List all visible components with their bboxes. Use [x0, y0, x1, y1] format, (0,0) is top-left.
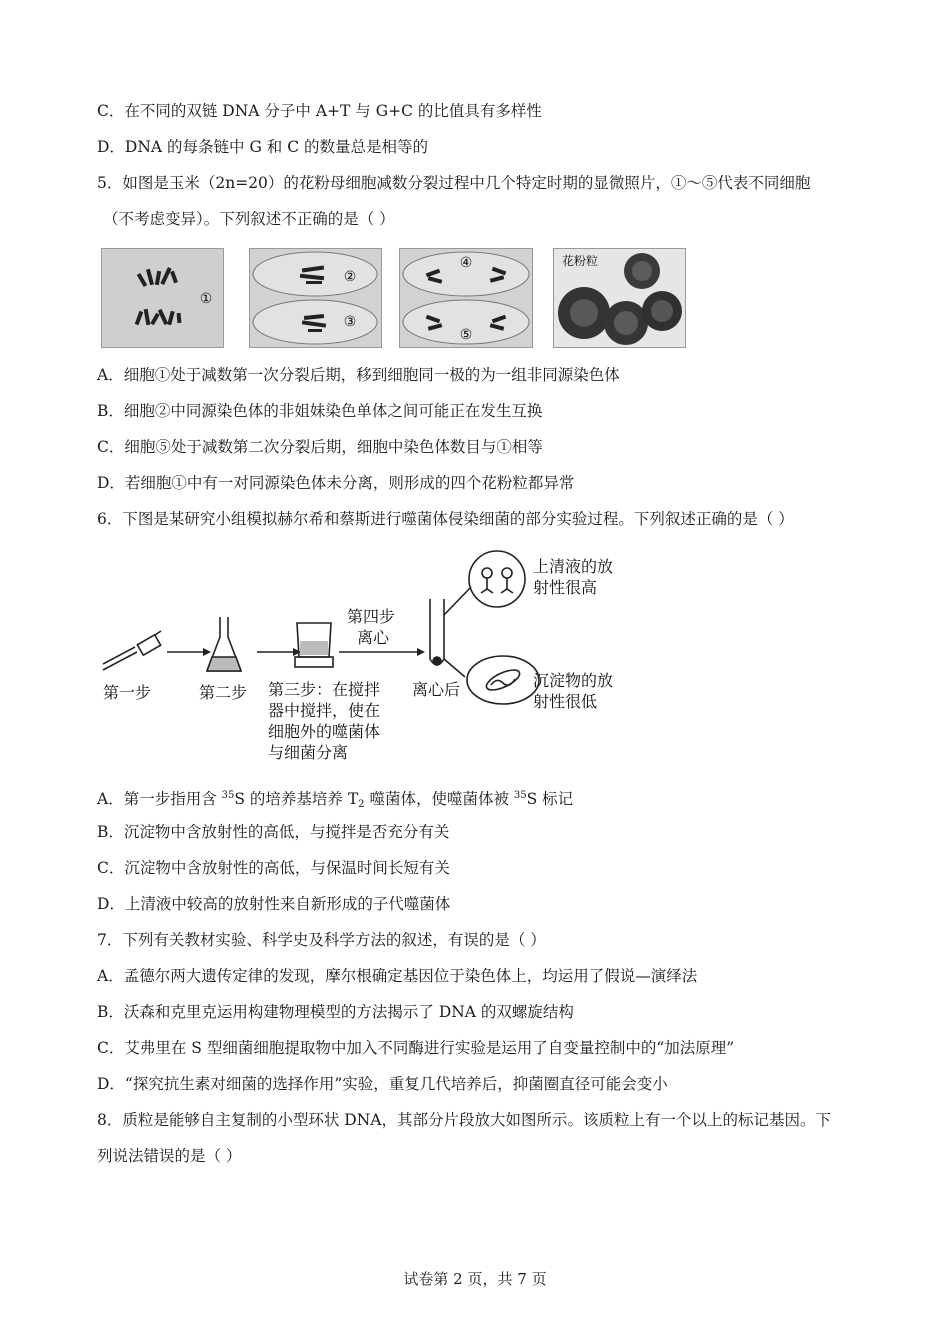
micrograph-panel-3 [399, 248, 533, 348]
cell-4-5-image [400, 249, 532, 347]
cell-label-5: ⑤ [459, 327, 473, 343]
pollen-label: 花粉粒 [561, 254, 599, 268]
supernatant-phage-icon [469, 551, 525, 607]
supernatant-label-line2: 射性很高 [533, 578, 598, 597]
page-footer: 试卷第 2 页，共 7 页 [403, 1270, 547, 1288]
step3-label-line4: 与细菌分离 [268, 743, 349, 762]
q5-option-c: C．细胞⑤处于减数第二次分裂后期，细胞中染色体数目与①相等 [97, 438, 543, 456]
q6a-sub: 2 [358, 799, 365, 810]
q5-option-b: B．细胞②中同源染色体的非姐妹染色单体之间可能正在发生互换 [97, 402, 543, 420]
flask-icon [207, 617, 241, 671]
step3-label-line3: 细胞外的噬菌体 [268, 722, 381, 741]
q6-option-c: C．沉淀物中含放射性的高低，与保温时间长短有关 [97, 859, 450, 877]
cell-label-2: ② [343, 269, 357, 285]
micrograph-panel-4 [553, 248, 686, 348]
cell-label-1: ① [199, 291, 213, 307]
q6-stem: 6．下图是某研究小组模拟赫尔希和蔡斯进行噬菌体侵染细菌的部分实验过程。下列叙述正确的是（ ） [97, 510, 794, 528]
supernatant-label-line1: 上清液的放 [533, 557, 614, 576]
phage-dropper-icon [103, 631, 161, 670]
q6a-sup-1: 35 [221, 790, 235, 801]
q6a-text-2: S 的培养基培养 T [234, 790, 359, 808]
q7-option-a: A．孟德尔两大遗传定律的发现，摩尔根确定基因位于染色体上，均运用了假说—演绎法 [97, 967, 698, 985]
centrifuge-tube-icon [430, 587, 471, 677]
phage-experiment-diagram [95, 545, 655, 770]
q6a-sup-2: 35 [513, 790, 527, 801]
step2-label: 第二步 [199, 683, 248, 702]
q4-option-d: D．DNA 的每条链中 G 和 C 的数量总是相等的 [97, 138, 428, 156]
cell-label-3: ③ [343, 314, 357, 330]
cell-1-image [102, 249, 223, 347]
step1-label: 第一步 [103, 683, 152, 702]
blender-icon [295, 623, 333, 667]
sediment-bacteria-icon [467, 656, 539, 704]
q8-stem-line2: 列说法错误的是（ ） [97, 1147, 242, 1165]
q7-stem: 7．下列有关教材实验、科学史及科学方法的叙述，有误的是（ ） [97, 931, 546, 949]
cell-2-3-image [250, 249, 381, 347]
sediment-label-line1: 沉淀物的放 [533, 671, 614, 690]
q6-option-b: B．沉淀物中含放射性的高低，与搅拌是否充分有关 [97, 823, 450, 841]
q6a-text-4: S 标记 [526, 790, 574, 808]
q8-stem-line1: 8．质粒是能够自主复制的小型环状 DNA，其部分片段放大如图所示。该质粒上有一个以上的标记基因。下 [97, 1111, 831, 1129]
q5-stem-line2: （不考虑变异）。下列叙述不正确的是（ ） [103, 210, 395, 228]
q4-option-c: C．在不同的双链 DNA 分子中 A+T 与 G+C 的比值具有多样性 [97, 102, 542, 120]
sediment-label-line2: 射性很低 [533, 692, 598, 711]
q5-option-d: D．若细胞①中有一对同源染色体未分离，则形成的四个花粉粒都异常 [97, 474, 575, 492]
cell-label-4: ④ [459, 255, 473, 271]
pollen-image [554, 249, 685, 347]
q6a-text-3: 噬菌体，使噬菌体被 [364, 790, 514, 808]
step4-label-line2: 离心 [357, 628, 390, 647]
step3-label-line1: 第三步：在搅拌 [268, 680, 381, 699]
q7-option-d: D．“探究抗生素对细菌的选择作用”实验，重复几代培养后，抑菌圈直径可能会变小 [97, 1075, 668, 1093]
q6a-text-1: A．第一步指用含 [97, 790, 222, 808]
step4-label-line1: 第四步 [347, 607, 396, 626]
q7-option-c: C．艾弗里在 S 型细菌细胞提取物中加入不同酶进行实验是运用了自变量控制中的“加法原理” [97, 1039, 735, 1057]
micrograph-panel-2 [249, 248, 382, 348]
after-centrifuge-label: 离心后 [412, 680, 461, 699]
q6-option-d: D．上清液中较高的放射性来自新形成的子代噬菌体 [97, 895, 451, 913]
q5-option-a: A．细胞①处于减数第一次分裂后期，移到细胞同一极的为一组非同源染色体 [97, 366, 620, 384]
micrograph-panel-1 [101, 248, 224, 348]
step3-label-line2: 器中搅拌，使在 [268, 701, 381, 720]
q7-option-b: B．沃森和克里克运用构建物理模型的方法揭示了 DNA 的双螺旋结构 [97, 1003, 574, 1021]
q6-option-a [97, 786, 573, 815]
q5-stem-line1: 5．如图是玉米（2n=20）的花粉母细胞减数分裂过程中几个特定时期的显微照片，①～⑤代表不同细胞 [97, 174, 811, 192]
